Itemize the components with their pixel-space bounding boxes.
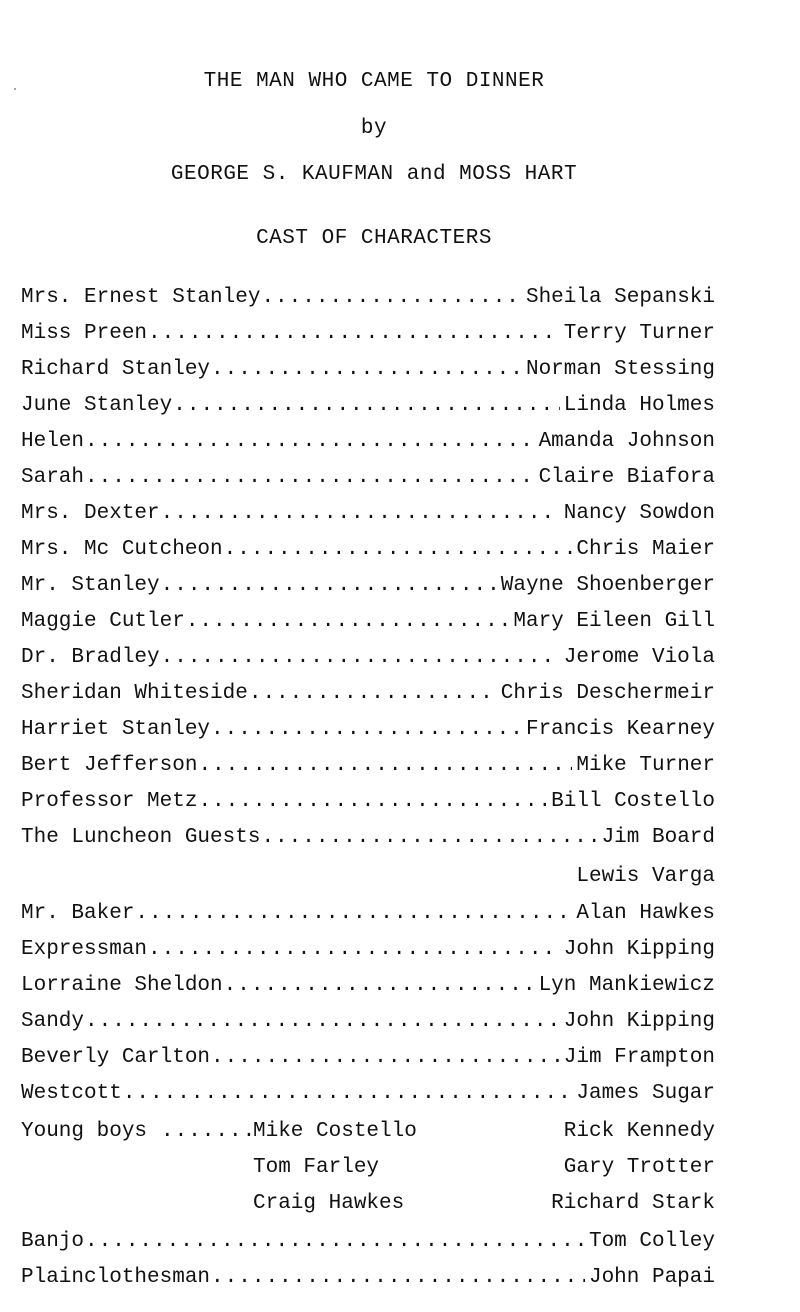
actor-name: Linda Holmes <box>563 394 715 417</box>
cast-row <box>21 899 715 929</box>
paper-speck <box>14 88 16 90</box>
role-name: Lorraine Sheldon <box>21 974 223 997</box>
role-name: Expressman <box>21 938 148 961</box>
cast-row <box>21 823 715 853</box>
dot-leader <box>211 1043 560 1073</box>
dot-leader <box>224 535 573 565</box>
actor-name: Jim Board <box>601 826 715 849</box>
dot-leader <box>173 391 560 421</box>
role-name: Sandy <box>21 1010 85 1033</box>
dot-leader <box>161 571 497 601</box>
role-name: Mrs. Mc Cutcheon <box>21 538 223 561</box>
dot-leader <box>211 1263 585 1293</box>
role-name: Westcott <box>21 1082 122 1105</box>
role-name: Helen <box>21 430 85 453</box>
cast-row <box>21 715 715 745</box>
cast-row <box>21 1079 715 1109</box>
role-name: Professor Metz <box>21 790 198 813</box>
actor-name: John Kipping <box>563 938 715 961</box>
role-name: The Luncheon Guests <box>21 826 261 849</box>
actor-name: Norman Stessing <box>525 358 715 381</box>
actor-name: Wayne Shoenberger <box>500 574 715 597</box>
actor-name: Chris Deschermeir <box>500 682 715 705</box>
dot-leader <box>249 679 497 709</box>
dot-leader <box>85 463 535 493</box>
actor-name: John Papai <box>588 1266 715 1289</box>
cast-row <box>21 787 715 817</box>
dot-leader <box>85 1007 560 1037</box>
dot-leader <box>123 1079 573 1109</box>
cast-row <box>21 1043 715 1073</box>
actor-name: Mike Costello <box>253 1120 417 1143</box>
role-name: Richard Stanley <box>21 358 211 381</box>
actor-name: Amanda Johnson <box>538 430 715 453</box>
role-name: Banjo <box>21 1230 85 1253</box>
actor-name: Terry Turner <box>563 322 715 345</box>
cast-row <box>21 571 715 601</box>
dot-leader <box>261 283 522 313</box>
actor-name: Richard Stark <box>551 1192 715 1215</box>
role-name: Miss Preen <box>21 322 148 345</box>
dot-leader <box>148 319 560 349</box>
dot-leader: ....... <box>161 1120 257 1143</box>
cast-row <box>21 1227 715 1257</box>
actor-name: Gary Trotter <box>563 1156 715 1179</box>
dot-leader <box>161 643 560 673</box>
actor-name: Mike Turner <box>576 754 715 777</box>
role-name: Plainclothesman <box>21 1266 211 1289</box>
actor-name: Jerome Viola <box>563 646 715 669</box>
role-name: Mr. Stanley <box>21 574 160 597</box>
actor-name: Claire Biafora <box>538 466 715 489</box>
cast-row <box>21 499 715 529</box>
cast-row <box>21 355 715 385</box>
play-title: THE MAN WHO CAME TO DINNER <box>203 70 545 93</box>
dot-leader <box>211 715 522 745</box>
role-name: Dr. Bradley <box>21 646 160 669</box>
dot-leader <box>224 971 535 1001</box>
dot-leader <box>135 899 572 929</box>
dot-leader <box>211 355 522 385</box>
role-name: Mrs. Ernest Stanley <box>21 286 261 309</box>
byline: by <box>360 117 388 140</box>
cast-row <box>21 283 715 313</box>
actor-name: John Kipping <box>563 1010 715 1033</box>
role-name: Maggie Cutler <box>21 610 185 633</box>
actor-name: Sheila Sepanski <box>525 286 715 309</box>
young-boys-row <box>21 1153 715 1183</box>
section-heading: CAST OF CHARACTERS <box>256 227 492 250</box>
actor-name: Chris Maier <box>576 538 715 561</box>
role-name: June Stanley <box>21 394 173 417</box>
actor-name-continued: Lewis Varga <box>576 865 715 888</box>
actor-name: Nancy Sowdon <box>563 502 715 525</box>
actor-name: Rick Kennedy <box>563 1120 715 1143</box>
authors: GEORGE S. KAUFMAN and MOSS HART <box>170 163 578 186</box>
cast-row <box>21 427 715 457</box>
cast-row <box>21 607 715 637</box>
actor-name: Alan Hawkes <box>576 902 715 925</box>
role-name: Beverly Carlton <box>21 1046 211 1069</box>
cast-row <box>21 679 715 709</box>
cast-row <box>21 1263 715 1293</box>
dot-leader <box>198 751 572 781</box>
dot-leader <box>198 787 547 817</box>
actor-name: Jim Frampton <box>563 1046 715 1069</box>
actor-name: Mary Eileen Gill <box>513 610 715 633</box>
dot-leader <box>186 607 510 637</box>
role-name: Harriet Stanley <box>21 718 211 741</box>
actor-name: Lyn Mankiewicz <box>538 974 715 997</box>
dot-leader <box>85 427 535 457</box>
actor-name: Bill Costello <box>551 790 715 813</box>
role-name: Young boys <box>21 1120 148 1143</box>
role-name: Bert Jefferson <box>21 754 198 777</box>
cast-row <box>21 535 715 565</box>
actor-name: Tom Farley <box>253 1156 380 1179</box>
role-name: Sarah <box>21 466 85 489</box>
actor-name: Tom Colley <box>588 1230 715 1253</box>
role-name: Sheridan Whiteside <box>21 682 248 705</box>
cast-row <box>21 935 715 965</box>
dot-leader <box>161 499 560 529</box>
actor-name: Francis Kearney <box>525 718 715 741</box>
young-boys-row <box>21 1189 715 1219</box>
dot-leader <box>261 823 597 853</box>
young-boys-row <box>21 1117 715 1147</box>
actor-name: Craig Hawkes <box>253 1192 405 1215</box>
cast-row <box>21 1007 715 1037</box>
cast-row <box>21 751 715 781</box>
cast-row <box>21 391 715 421</box>
dot-leader <box>85 1227 585 1257</box>
cast-row <box>21 319 715 349</box>
cast-row <box>21 971 715 1001</box>
actor-name: James Sugar <box>576 1082 715 1105</box>
cast-row <box>21 643 715 673</box>
role-name: Mrs. Dexter <box>21 502 160 525</box>
role-name: Mr. Baker <box>21 902 135 925</box>
cast-row <box>21 463 715 493</box>
dot-leader <box>148 935 560 965</box>
